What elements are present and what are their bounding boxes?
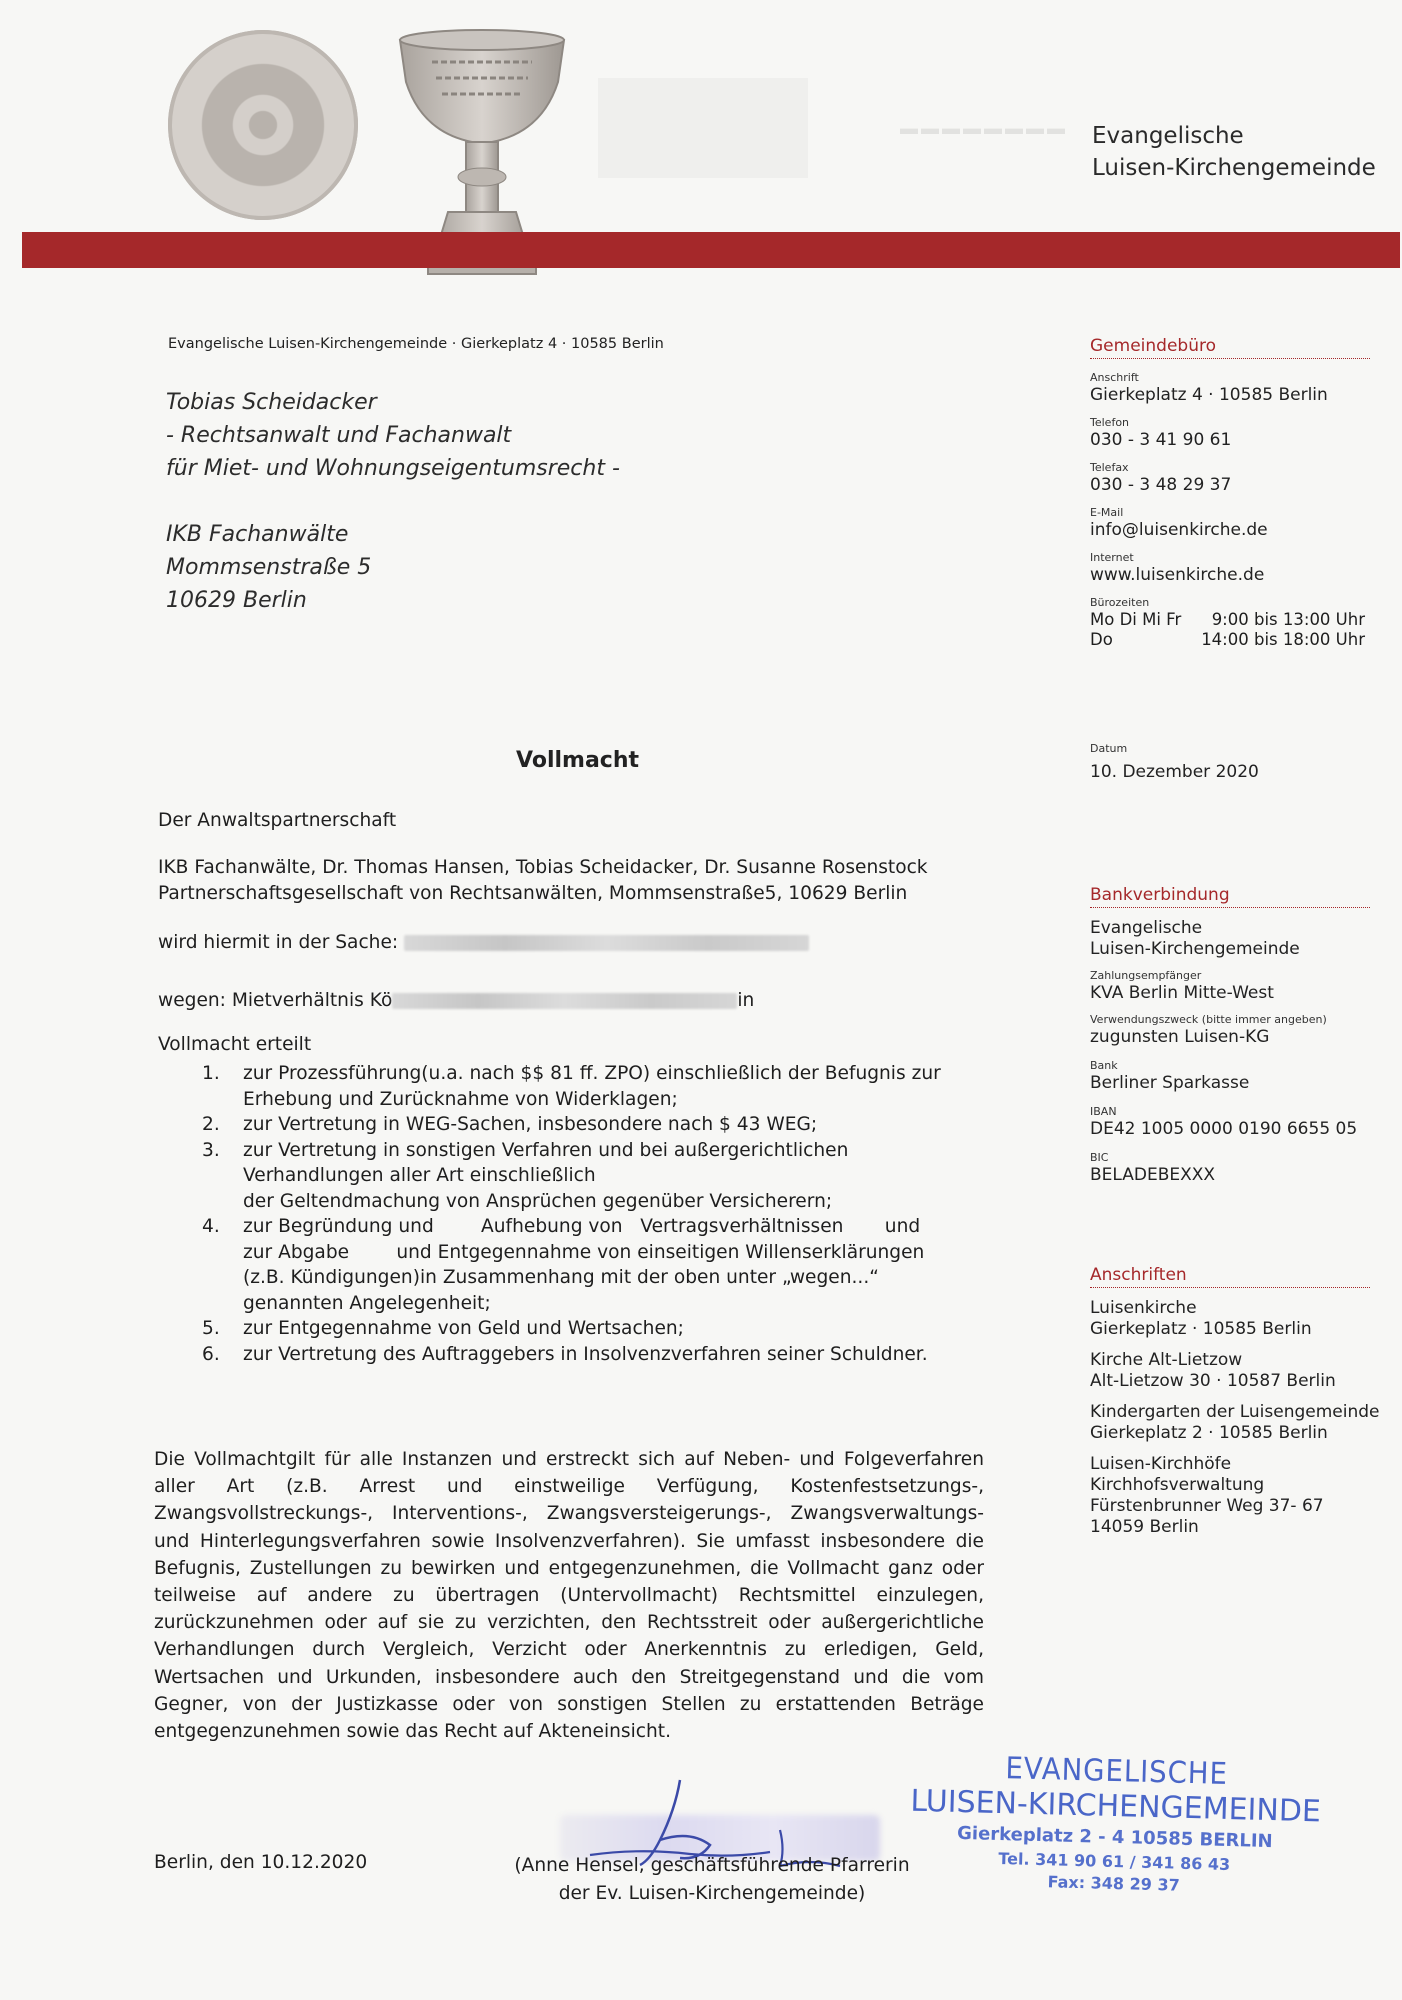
bank-heading: Bankverbindung [1090,885,1370,908]
matter-label: wird hiermit in der Sache: [158,932,399,953]
sender-return-address: Evangelische Luisen-Kirchengemeinde · Gierkeplatz 4 · 10585 Berlin [168,336,664,352]
address-label: Anschrift [1090,371,1139,384]
list-line: (z.B. Kündigungen)in Zusammenhang mit der oben unter „wegen...“ [243,1267,879,1288]
authorizations-list [150,1061,1123,1367]
addresses-list [1090,1298,1390,1538]
fax-label: Telefax [1090,461,1129,474]
recipient-line: IKB Fachanwälte [166,522,349,547]
reason-line [158,988,754,1014]
org-line-2: Luisen-Kirchengemeinde [1092,155,1376,181]
hours-time: 14:00 bis 18:00 Uhr [1201,630,1365,649]
place-date: Berlin, den 10.12.2020 [154,1852,368,1873]
recipient-address [166,386,620,617]
ghost-text: ▬▬▬▬▬▬▬▬ [900,118,1068,138]
hours-time: 9:00 bis 13:00 Uhr [1211,610,1365,629]
hours-row [1090,610,1365,630]
scope-paragraph: Die Vollmachtgilt für alle Instanzen und erstreckt sich auf Neben- und Folgeverfahren aller Art (z.B. Arrest und einstweilige Verfügung, Kostenfestsetzungs-, Zwangsvollstreckungs-, Interventions-, Zwangsversteigerungs-, Zwangsverwaltungs- und Hinterlegungsverfahren sowie Insolvenzverfahren). Sie umfasst insbesondere die Befugnis, Zustellungen zu bewirken und entgegenzunehmen, die Vollmacht ganz oder teilweise auf andere zu übertragen (Untervollmacht) Rechtsmittel einzulegen, zurückzunehmen oder auf sie zu verzichten, den Rechtsstreit oder außergerichtliche Verhandlungen durch Vergleich, Verzicht oder Anerkenntnis zu erledigen, Geld, Wertsachen und Urkunden, insbesondere auch den Streitgegenstand und die vom Gegner, von der Justizkasse oder von sonstigen Stellen zu erstattenden Beträge entgegenzunehmen sowie das Recht auf Akteneinsicht. [154,1449,984,1743]
list-item [150,1342,1123,1368]
firm-line: IKB Fachanwälte, Dr. Thomas Hansen, Tobias Scheidacker, Dr. Susanne Rosenstock [158,857,928,878]
signer-caption [492,1852,932,1908]
hours-days: Mo Di Mi Fr [1090,610,1182,629]
list-item [150,1112,1123,1138]
redacted-matter [404,935,809,951]
iban-value: DE42 1005 0000 0190 6655 05 [1090,1119,1358,1139]
purpose-label: Verwendungszweck (bitte immer angeben) [1090,1013,1327,1026]
list-item [150,1138,1123,1215]
office-details [1090,370,1390,650]
recipient-line: Mommsenstraße 5 [166,555,372,580]
stamp-line: LUISEN-KIRCHENGEMEINDE [910,1783,1322,1830]
stamp-line: Tel. 341 90 61 / 341 86 43 [998,1848,1231,1875]
list-line: genannten Angelegenheit; [243,1292,491,1314]
bank-details [1090,918,1390,1186]
email-label: E-Mail [1090,506,1124,519]
stamp-line: Gierkeplatz 2 - 4 10585 BERLIN [956,1822,1273,1853]
bank-label: Bank [1090,1059,1118,1072]
reason-prefix: wegen: Mietverhältnis Kö [158,990,393,1011]
bank-value: Berliner Sparkasse [1090,1073,1250,1093]
date-value: 10. Dezember 2020 [1090,762,1259,782]
address-entry-line: Fürstenbrunner Weg 37- 67 [1090,1496,1324,1516]
matter-line [158,930,809,956]
date-block [1090,741,1390,783]
ghost-logo-block [598,78,808,178]
stamp-line: EVANGELISCHE [1004,1751,1229,1792]
address-value: Gierkeplatz 4 · 10585 Berlin [1090,385,1328,405]
org-line-1: Evangelische [1092,123,1244,149]
firm-line: Partnerschaftsgesellschaft von Rechtsanwälten, Mommsenstraße5, 10629 Berlin [158,883,908,904]
stamp-line: Fax: 348 29 37 [1047,1872,1180,1895]
internet-value: www.luisenkirche.de [1090,565,1265,585]
address-entry-line: Gierkeplatz · 10585 Berlin [1090,1319,1312,1339]
addresses-heading: Anschriften [1090,1265,1370,1288]
office-heading: Gemeindebüro [1090,336,1370,359]
bank-org-line: Luisen-Kirchengemeinde [1090,939,1300,959]
address-entry [1090,1350,1390,1392]
church-stamp [908,1750,1322,1901]
list-number: 6. [202,1343,220,1365]
signer-line: der Ev. Luisen-Kirchengemeinde) [558,1883,866,1904]
hours-label: Bürozeiten [1090,596,1150,609]
recipient-line: Tobias Scheidacker [166,390,377,415]
list-line: zur Prozessführung(u.a. nach $$ 81 ff. ZPO) einschließlich der Befugnis zur [243,1063,941,1084]
payee-value: KVA Berlin Mitte-West [1090,983,1274,1003]
address-entry-line: Kirche Alt-Lietzow [1090,1350,1243,1370]
organization-title [1092,120,1376,184]
internet-label: Internet [1090,551,1134,564]
address-entry [1090,1298,1390,1340]
signer-line: (Anne Hensel, geschäftsführende Pfarrerin [514,1855,910,1876]
address-entry-line: Kindergarten der Luisengemeinde [1090,1402,1380,1422]
list-number: 2. [202,1114,220,1135]
address-entry-line: Kirchhofsverwaltung [1090,1475,1265,1495]
document-title: Vollmacht [516,748,640,773]
granted-line: Vollmacht erteilt [158,1034,312,1055]
payee-label: Zahlungsempfänger [1090,969,1202,982]
list-number: 4. [202,1216,220,1237]
address-entry-line: Luisen-Kirchhöfe [1090,1454,1232,1474]
date-label: Datum [1090,742,1128,755]
list-line: zur Vertretung des Auftraggebers in Insolvenzverfahren seiner Schuldner. [243,1343,928,1365]
address-entry-line: Alt-Lietzow 30 · 10587 Berlin [1090,1371,1336,1391]
email-value: info@luisenkirche.de [1090,520,1268,540]
reason-suffix: in [737,990,755,1011]
bic-value: BELADEBEXXX [1090,1165,1216,1185]
list-item [150,1214,1123,1316]
address-entry-line: Gierkeplatz 2 · 10585 Berlin [1090,1423,1328,1443]
list-number: 1. [202,1063,220,1084]
address-entry-line: 14059 Berlin [1090,1517,1199,1537]
list-line: Erhebung und Zurücknahme von Widerklagen; [243,1088,678,1110]
recipient-line: 10629 Berlin [166,588,307,613]
hours-days: Do [1090,630,1113,649]
list-number: 5. [202,1318,220,1339]
list-line: zur Abgabe und Entgegennahme von einseitigen Willenserklärungen [243,1241,925,1263]
recipient-line [166,485,620,518]
list-line: zur Vertretung in WEG-Sachen, insbesondere nach $ 43 WEG; [243,1114,818,1135]
list-line: zur Begründung und Aufhebung von Vertragsverhältnissen und [243,1216,921,1237]
address-entry-line: Luisenkirche [1090,1298,1197,1318]
hours-row [1090,630,1365,650]
recipient-line: für Miet- und Wohnungseigentumsrecht - [166,456,620,481]
list-line: zur Entgegennahme von Geld und Wertsachen; [243,1318,684,1339]
iban-label: IBAN [1090,1105,1117,1118]
address-entry [1090,1402,1390,1444]
list-number: 3. [202,1139,220,1161]
intro-line: Der Anwaltspartnerschaft [158,810,397,831]
phone-value: 030 - 3 41 90 61 [1090,430,1232,450]
rosette-ornament-icon [168,30,358,220]
list-line: Verhandlungen aller Art einschließlich [243,1165,596,1186]
list-line: der Geltendmachung von Ansprüchen gegenüber Versicherern; [243,1190,833,1212]
purpose-value: zugunsten Luisen-KG [1090,1027,1270,1047]
address-entry [1090,1454,1390,1538]
list-item [150,1061,1123,1112]
phone-label: Telefon [1090,416,1130,429]
redacted-reason [392,993,737,1009]
fax-value: 030 - 3 48 29 37 [1090,475,1232,495]
bank-org-line: Evangelische [1090,918,1203,938]
list-line: zur Vertretung in sonstigen Verfahren und bei außergerichtlichen [243,1139,849,1161]
bic-label: BIC [1090,1151,1109,1164]
recipient-line: - Rechtsanwalt und Fachanwalt [166,423,512,448]
letterhead-bar [22,232,1400,268]
list-item [150,1316,1123,1342]
